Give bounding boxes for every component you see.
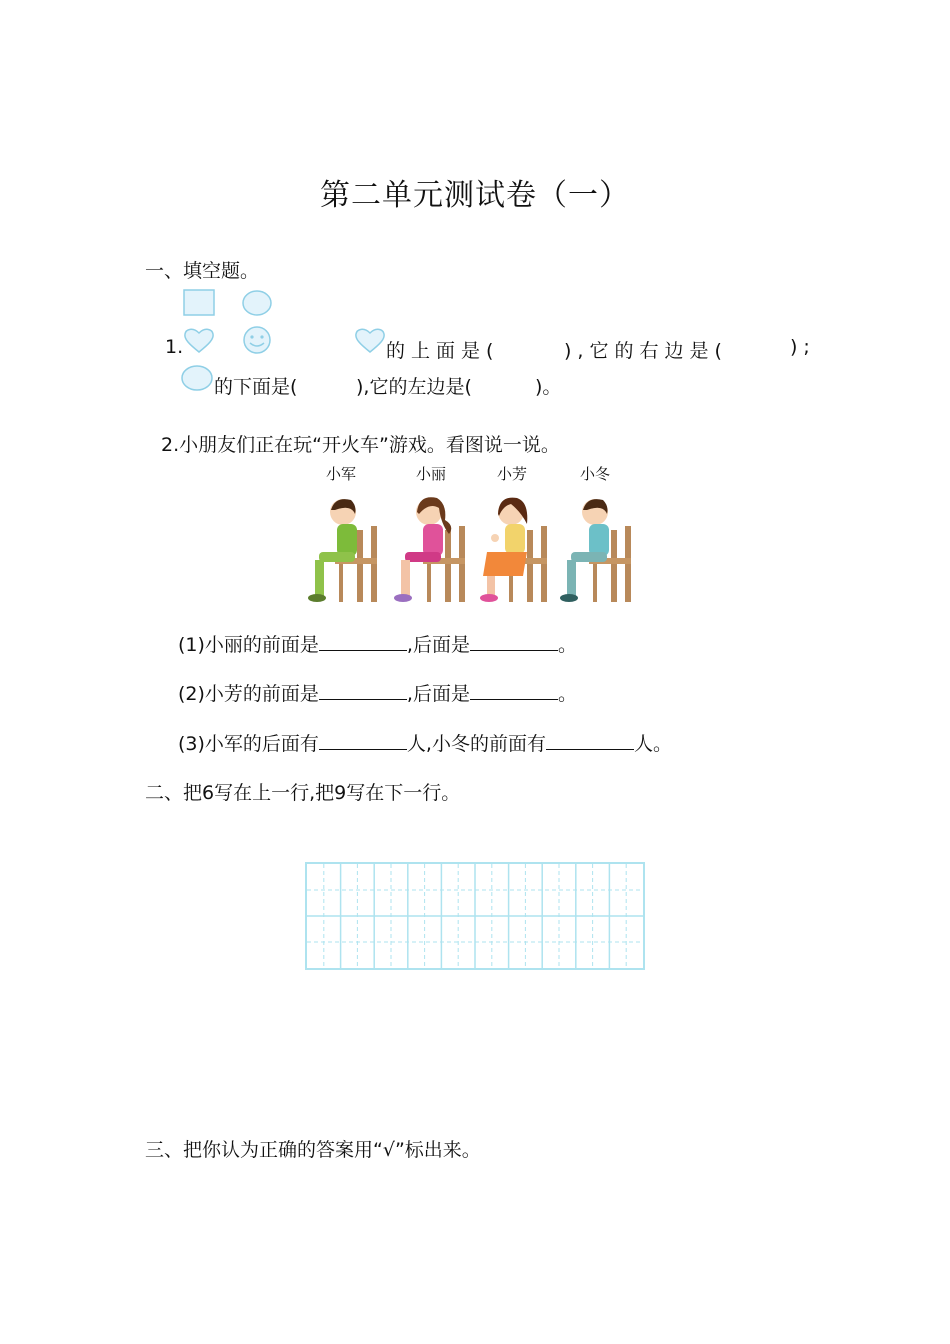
q1-line1-part-a: 的上面是( xyxy=(386,340,500,362)
kid-name-3: 小芳 xyxy=(497,465,528,483)
answer-blank[interactable] xyxy=(319,733,407,750)
q1-line2-part-c: )。 xyxy=(535,376,562,398)
kid-illustration-1 xyxy=(308,499,377,602)
kid-name-2: 小丽 xyxy=(416,465,447,483)
q2-sub1-a: (1)小丽的前面是 xyxy=(178,634,319,656)
q2-sub1-c: 。 xyxy=(557,634,577,656)
q2-sub2-c: 。 xyxy=(557,683,577,705)
answer-blank[interactable] xyxy=(319,683,407,700)
kid-name-4: 小冬 xyxy=(580,465,611,483)
q2-sub3 xyxy=(178,729,672,756)
section-1-heading: 一、填空题。 xyxy=(145,260,260,282)
q2-sub3-a: (3)小军的后面有 xyxy=(178,733,319,755)
q2-sub3-c: 人。 xyxy=(633,733,672,755)
q1-number: 1. xyxy=(165,336,184,358)
q1-line1-part-c: ); xyxy=(790,336,816,358)
heart-icon xyxy=(354,326,388,356)
ellipse-icon xyxy=(180,364,214,394)
kid-illustration-2 xyxy=(394,497,465,602)
kid-name-1: 小军 xyxy=(326,465,357,483)
kid-illustration-3 xyxy=(480,498,547,602)
answer-blank[interactable] xyxy=(546,733,634,750)
writing-grid-lines xyxy=(307,864,643,968)
page-title: 第二单元测试卷（一） xyxy=(320,178,630,213)
kids-train-illustration xyxy=(305,490,645,608)
writing-grid[interactable] xyxy=(305,862,645,970)
heart-icon xyxy=(183,326,217,356)
q1-line1-part-b: ),它的右边是( xyxy=(564,340,728,362)
smiley-icon xyxy=(241,326,275,356)
q2-sub3-b: 人,小冬的前面有 xyxy=(406,733,546,755)
q1-line2-part-a: 的下面是( xyxy=(214,376,298,398)
answer-blank[interactable] xyxy=(470,634,558,651)
ellipse-icon xyxy=(241,288,275,318)
section-3-heading: 三、把你认为正确的答案用“√”标出来。 xyxy=(145,1139,481,1161)
answer-blank[interactable] xyxy=(470,683,558,700)
q2-text: 2.小朋友们正在玩“开火车”游戏。看图说一说。 xyxy=(161,434,560,456)
q2-sub1 xyxy=(178,630,577,657)
q2-sub1-b: ,后面是 xyxy=(406,634,470,656)
q2-sub2-a: (2)小芳的前面是 xyxy=(178,683,319,705)
q1-line2-part-b: ),它的左边是( xyxy=(356,376,472,398)
q2-sub2-b: ,后面是 xyxy=(406,683,470,705)
square-icon xyxy=(183,288,217,318)
q2-sub2 xyxy=(178,679,577,706)
answer-blank[interactable] xyxy=(319,634,407,651)
kid-illustration-4 xyxy=(560,499,631,602)
section-2-heading: 二、把6写在上一行,把9写在下一行。 xyxy=(145,782,461,804)
